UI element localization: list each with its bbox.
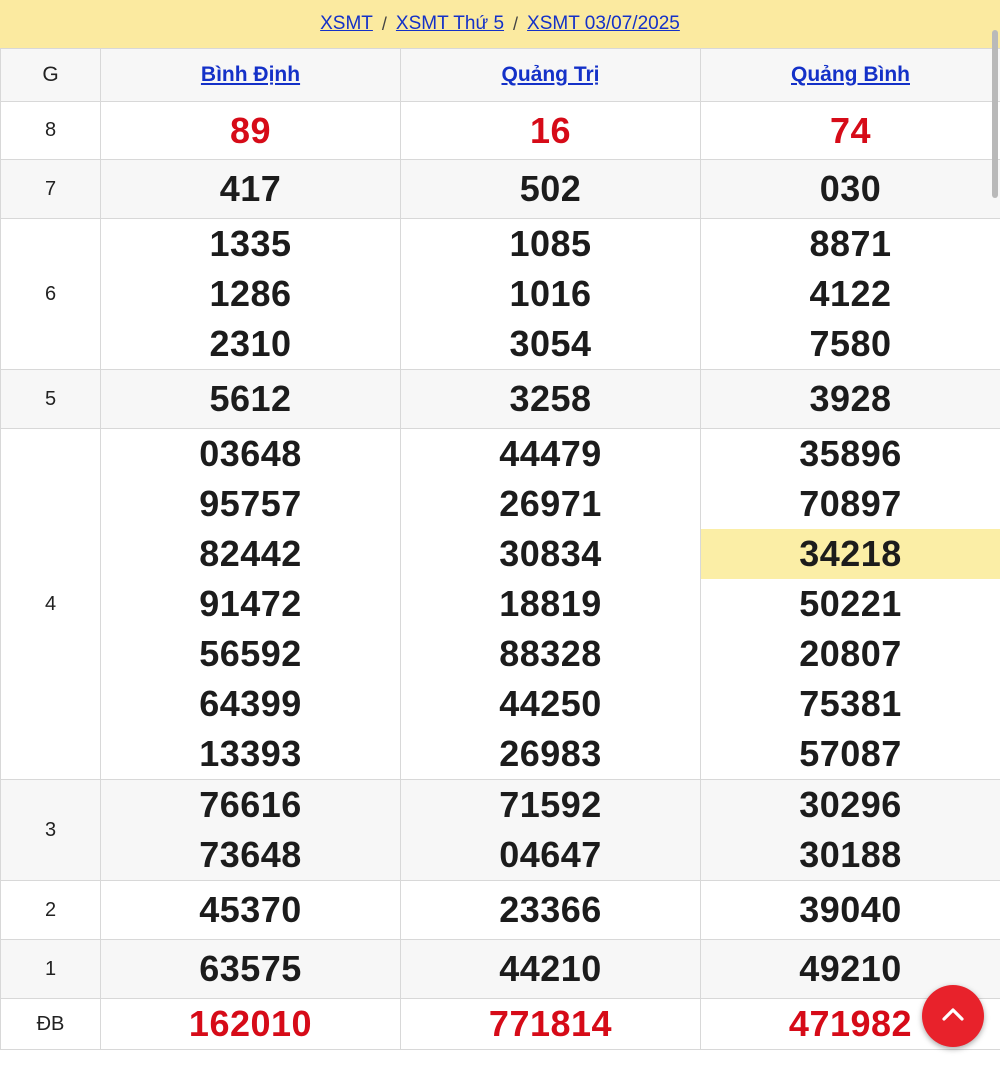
prize-numbers-cell [701,160,1000,219]
prize-numbers-cell [701,429,1000,780]
prize-number: 45370 [199,889,302,930]
prize-numbers-cell [101,881,401,940]
breadcrumb-separator: / [381,13,387,34]
prize-number: 57087 [799,733,902,774]
prize-number: 471982 [788,1003,913,1044]
prize-label: ĐB [1,999,101,1050]
prize-number: 89 [229,109,272,151]
prize-number: 771814 [488,1003,613,1044]
prize-number: 26971 [499,483,602,524]
prize-numbers-cell [701,370,1000,429]
prize-number: 63575 [199,948,302,989]
prize-number: 71592 [499,784,602,825]
prize-number: 82442 [199,533,302,574]
prize-number: 50221 [799,583,902,624]
prize-number: 162010 [188,1003,313,1044]
prize-numbers-cell [401,370,701,429]
prize-number: 44250 [499,683,602,724]
prize-number: 20807 [799,633,902,674]
prize-numbers-cell [701,780,1000,881]
prize-label: 5 [1,370,101,429]
table-row [1,429,1000,780]
prize-number: 30188 [799,834,902,875]
prize-numbers-cell [401,219,701,370]
prize-number: 16 [529,109,572,151]
prize-number: 2310 [209,323,292,364]
prize-number: 35896 [799,433,902,474]
prize-numbers-cell [401,940,701,999]
column-header-province-3 [701,49,1000,102]
prize-numbers-cell [101,429,401,780]
prize-number: 30834 [499,533,602,574]
prize-numbers-cell [101,940,401,999]
prize-number: 1085 [509,223,592,264]
prize-number: 34218 [701,529,1000,579]
prize-number: 4122 [809,273,892,314]
breadcrumb [0,0,1000,48]
prize-numbers-cell [101,999,401,1050]
prize-number: 3928 [809,378,892,419]
prize-label: 7 [1,160,101,219]
prize-number: 3054 [509,323,592,364]
prize-numbers-cell [101,102,401,160]
prize-numbers-cell [701,102,1000,160]
prize-number: 502 [519,168,582,209]
prize-number: 7580 [809,323,892,364]
prize-label: 6 [1,219,101,370]
prize-number: 23366 [499,889,602,930]
province-link-2[interactable]: Quảng Trị [501,63,600,86]
prize-numbers-cell [101,780,401,881]
prize-label: 2 [1,881,101,940]
prize-number: 3258 [509,378,592,419]
prize-number: 64399 [199,683,302,724]
prize-number: 417 [219,168,282,209]
prize-numbers-cell [701,219,1000,370]
prize-number: 76616 [199,784,302,825]
prize-label: 4 [1,429,101,780]
breadcrumb-separator: / [513,13,519,34]
prize-label: 8 [1,102,101,160]
table-row [1,370,1000,429]
prize-number: 1016 [509,273,592,314]
prize-label: 1 [1,940,101,999]
province-link-3[interactable]: Quảng Bình [791,63,910,86]
prize-number: 70897 [799,483,902,524]
prize-number: 18819 [499,583,602,624]
table-head [1,49,1000,102]
table-header-row [1,49,1000,102]
prize-number: 13393 [199,733,302,774]
table-body [1,102,1000,1050]
column-header-prize: G [1,49,101,102]
table-row [1,881,1000,940]
scrollbar-thumb[interactable] [992,30,998,198]
breadcrumb-link-xsmt[interactable]: XSMT [320,13,373,34]
lottery-results-table [0,48,1000,1050]
column-header-province-2 [401,49,701,102]
table-row [1,780,1000,881]
prize-number: 44479 [499,433,602,474]
table-row [1,219,1000,370]
prize-number: 44210 [499,948,602,989]
table-row [1,940,1000,999]
prize-numbers-cell [401,160,701,219]
prize-number: 03648 [199,433,302,474]
prize-number: 30296 [799,784,902,825]
prize-number: 030 [819,168,882,209]
prize-number: 5612 [209,378,292,419]
prize-number: 1335 [209,223,292,264]
prize-number: 74 [829,109,872,151]
prize-numbers-cell [101,160,401,219]
prize-numbers-cell [101,219,401,370]
prize-numbers-cell [401,999,701,1050]
column-header-province-1 [101,49,401,102]
prize-number: 8871 [809,223,892,264]
prize-number: 39040 [799,889,902,930]
prize-numbers-cell [401,429,701,780]
page-scrollbar[interactable] [992,30,998,1065]
prize-number: 04647 [499,834,602,875]
table-row [1,160,1000,219]
prize-numbers-cell [701,881,1000,940]
breadcrumb-link-xsmt-thu-5[interactable]: XSMT Thứ 5 [395,13,505,34]
prize-number: 95757 [199,483,302,524]
prize-label: 3 [1,780,101,881]
chevron-up-icon [936,999,970,1033]
prize-number: 91472 [199,583,302,624]
prize-number: 1286 [209,273,292,314]
prize-numbers-cell [101,370,401,429]
prize-number: 75381 [799,683,902,724]
prize-number: 56592 [199,633,302,674]
prize-number: 49210 [799,948,902,989]
breadcrumb-link-xsmt-date[interactable]: XSMT 03/07/2025 [527,13,680,34]
prize-number: 73648 [199,834,302,875]
scroll-to-top-button[interactable] [922,985,984,1047]
prize-number: 26983 [499,733,602,774]
province-link-1[interactable]: Bình Định [200,63,301,86]
prize-number: 88328 [499,633,602,674]
prize-numbers-cell [401,780,701,881]
prize-numbers-cell [401,881,701,940]
table-row [1,102,1000,160]
prize-numbers-cell [401,102,701,160]
table-row [1,999,1000,1050]
